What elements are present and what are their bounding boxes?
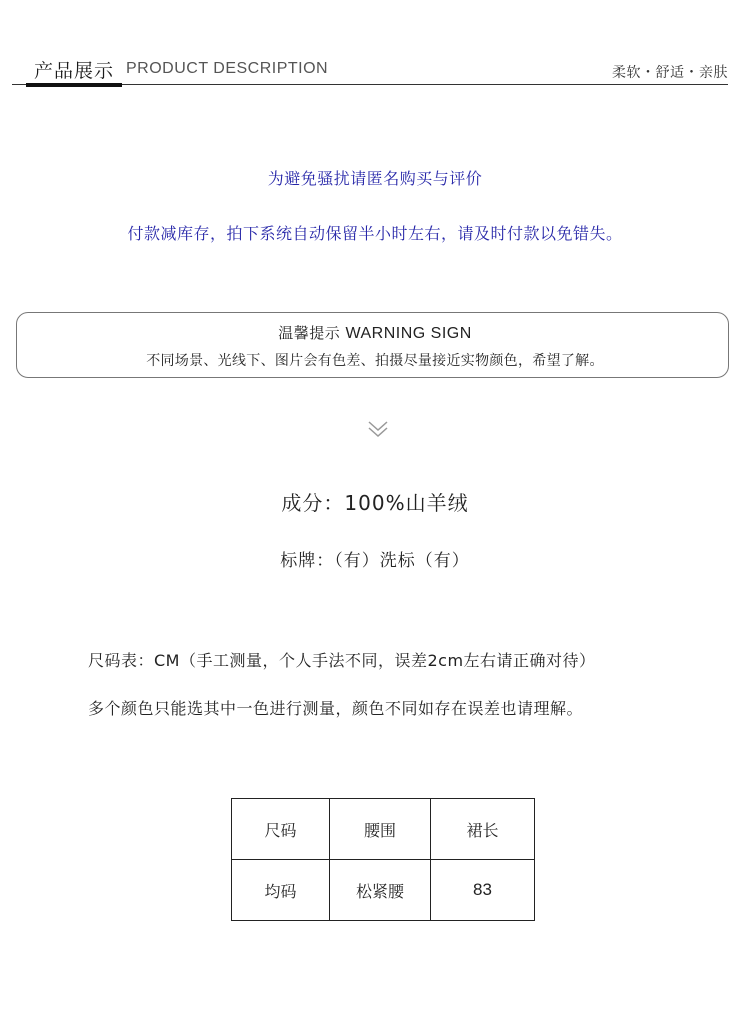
table-header-row: [232, 799, 535, 860]
table-header-size: 尺码: [232, 799, 330, 860]
warning-text: 不同场景、光线下、图片会有色差、拍摄尽量接近实物颜色，希望了解。: [146, 353, 604, 369]
table-row: [232, 860, 535, 921]
size-table: [231, 798, 535, 921]
size-chart-note: 尺码表：CM（手工测量，个人手法不同，误差2cm左右请正确对待）: [88, 651, 596, 670]
header-accent-bar: [26, 83, 122, 87]
warning-title-en: WARNING SIGN: [345, 325, 472, 342]
composition-text: 成分：100%山羊绒: [281, 491, 469, 515]
header-title-en: PRODUCT DESCRIPTION: [126, 60, 329, 77]
anonymous-purchase-notice: 为避免骚扰请匿名购买与评价: [267, 169, 483, 188]
table-cell-waist: 松紧腰: [330, 860, 431, 921]
payment-stock-notice: 付款减库存，拍下系统自动保留半小时左右，请及时付款以免错失。: [127, 224, 623, 243]
warning-title-cn: 温馨提示: [278, 324, 341, 342]
header-tagline: 柔软・舒适・亲肤: [612, 65, 728, 81]
color-measure-note: 多个颜色只能选其中一色进行测量，颜色不同如存在误差也请理解。: [88, 699, 584, 718]
table-header-length: 裙长: [431, 799, 535, 860]
table-cell-length: 83: [431, 860, 535, 921]
warning-title: [0, 322, 750, 343]
table-cell-size: 均码: [232, 860, 330, 921]
header-title-cn: 产品展示: [34, 60, 115, 82]
double-chevron-down-icon: [364, 416, 392, 440]
table-header-waist: 腰围: [330, 799, 431, 860]
labels-text: 标牌：（有）洗标（有）: [280, 551, 470, 571]
